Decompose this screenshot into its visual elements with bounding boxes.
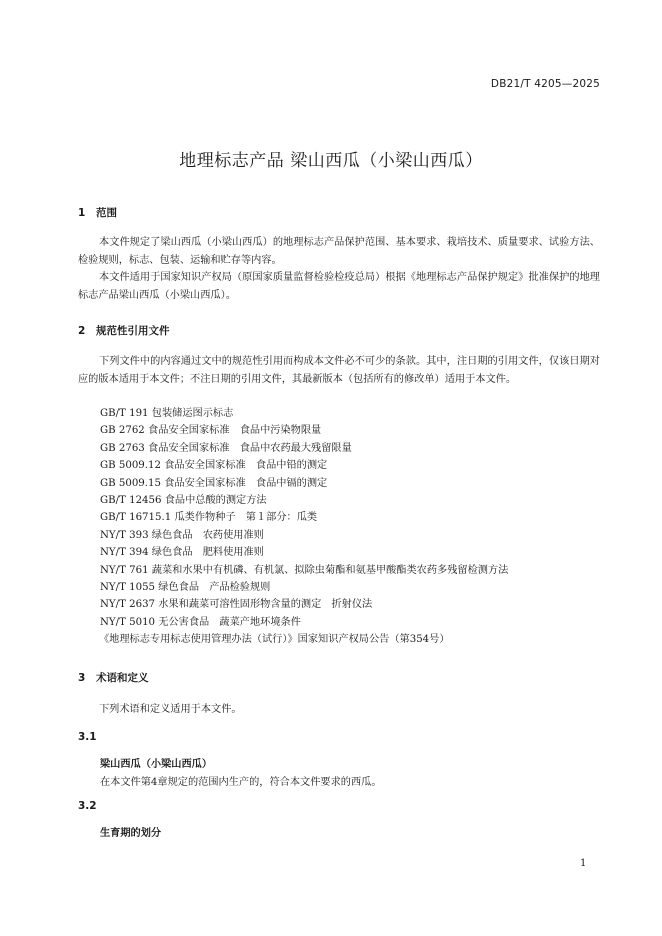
terms-intro <box>78 701 600 719</box>
reference-item: NY/T 761 蔬菜和水果中有机磷、有机氯、拟除虫菊酯和氨基甲酸酯类农药多残留检测方法 <box>100 564 509 576</box>
section-heading-terms <box>78 670 149 685</box>
reference-item: GB 5009.12 食品安全国家标准 食品中铅的测定 <box>100 460 328 472</box>
section-number: 1 <box>78 207 86 219</box>
section-number: 2 <box>78 325 86 337</box>
section-heading-normative <box>78 323 170 338</box>
reference-item: NY/T 2637 水果和蔬菜可溶性固形物含量的测定 折射仪法 <box>100 599 373 611</box>
section-title: 规范性引用文件 <box>96 325 170 337</box>
section-heading-scope <box>78 205 117 220</box>
paragraph: 本文件规定了梁山西瓜（小梁山西瓜）的地理标志产品保护范围、基本要求、栽培技术、质量要求、试验方法、检验规则，标志、包装、运输和贮存等内容。 <box>78 237 600 266</box>
reference-item: GB/T 12456 食品中总酸的测定方法 <box>100 495 267 507</box>
term-definition: 在本文件第4章规定的范围内生产的，符合本文件要求的西瓜。 <box>100 777 382 788</box>
reference-item: NY/T 5010 无公害食品 蔬菜产地环境条件 <box>100 616 301 628</box>
section-number: 3 <box>78 672 86 684</box>
paragraph: 本文件适用于国家知识产权局（原国家质量监督检验检疫总局）根据《地理标志产品保护规定》批准保护的地理标志产品梁山西瓜（小梁山西瓜）。 <box>78 272 600 301</box>
document-title: 地理标志产品 梁山西瓜（小梁山西瓜） <box>179 151 483 171</box>
page-number: 1 <box>580 858 587 869</box>
reference-item: GB 5009.15 食品安全国家标准 食品中镉的测定 <box>100 477 328 489</box>
reference-item: GB 2763 食品安全国家标准 食品中农药最大残留限量 <box>100 442 352 454</box>
reference-item: GB/T 191 包装储运图示标志 <box>100 408 234 419</box>
reference-item: GB 2762 食品安全国家标准 食品中污染物限量 <box>100 425 322 437</box>
reference-list <box>100 405 600 649</box>
reference-item: NY/T 1055 绿色食品 产品检验规则 <box>100 582 271 594</box>
paragraph: 下列术语和定义适用于本文件。 <box>99 704 242 715</box>
term-number: 3.2 <box>78 800 97 812</box>
term-name: 生育期的划分 <box>100 828 162 839</box>
paragraph: 下列文件中的内容通过文中的规范性引用而构成本文件必不可少的条款。其中，注日期的引用文件，仅该日期对应的版本适用于本文件；不注日期的引用文件，其最新版本（包括所有的修改单）适用于本文件。 <box>78 356 600 385</box>
reference-item: 《地理标志专用标志使用管理办法（试行）》国家知识产权局公告（第354号） <box>99 634 450 646</box>
reference-item: NY/T 393 绿色食品 农药使用准则 <box>100 529 264 541</box>
section-title: 范围 <box>96 207 117 219</box>
document-code: DB21/T 4205—2025 <box>490 78 600 90</box>
reference-item: NY/T 394 绿色食品 肥料使用准则 <box>100 547 264 559</box>
reference-item: GB/T 16715.1 瓜类作物种子 第１部分：瓜类 <box>100 512 318 524</box>
scope-body <box>78 234 600 304</box>
section-title: 术语和定义 <box>96 672 149 684</box>
normative-intro <box>78 353 600 388</box>
term-number: 3.1 <box>78 731 97 743</box>
term-name: 梁山西瓜（小梁山西瓜） <box>100 759 213 770</box>
